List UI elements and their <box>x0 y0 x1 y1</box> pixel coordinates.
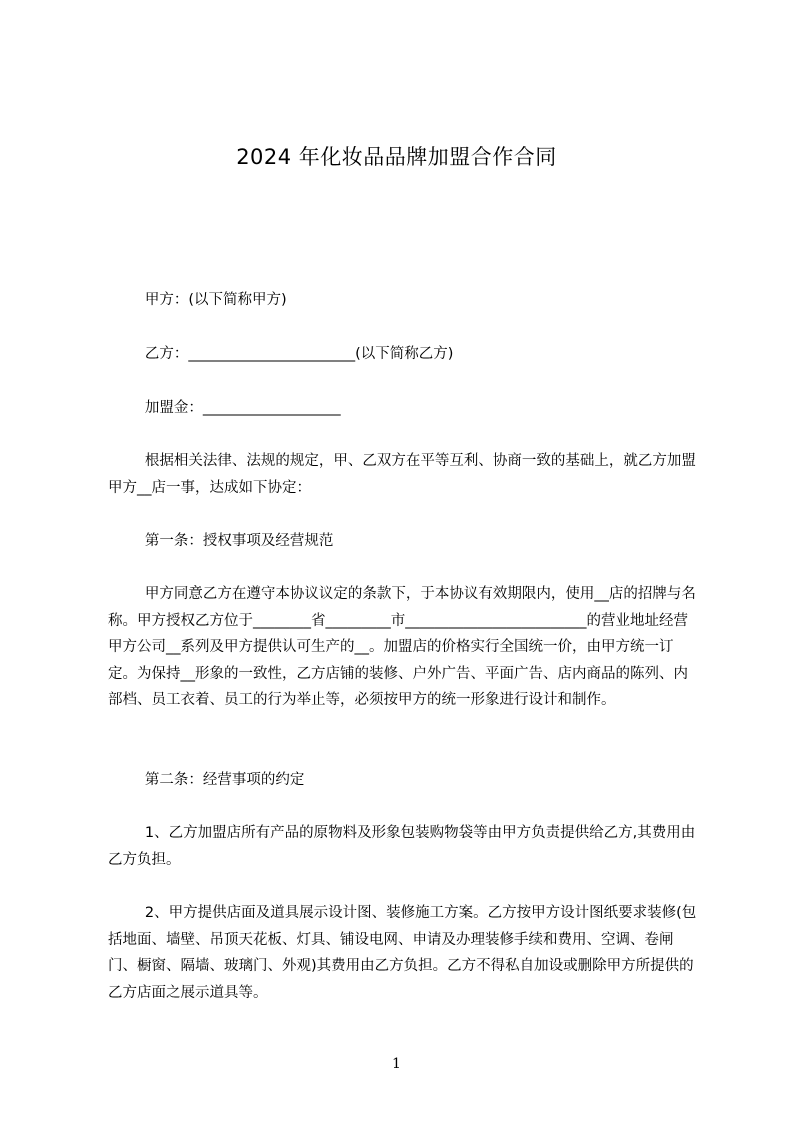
article-2-item-1: 1、乙方加盟店所有产品的原物料及形象包装购物袋等由甲方负责提供给乙方,其费用由乙方负担。 <box>108 825 696 868</box>
franchise-fee-line: 加盟金：___________________ <box>108 400 341 416</box>
party-a-line: 甲方：(以下简称甲方) <box>108 292 287 308</box>
article-2-item-2: 2、甲方提供店面及道具展示设计图、装修施工方案。乙方按甲方设计图纸要求装修(包括地面、墙壁、吊顶天花板、灯具、铺设电网、申请及办理装修手续和费用、空调、卷闸门、橱窗、隔墙、玻璃门、外观)其费用由乙方负担。乙方不得私自加设或删除甲方所提供的乙方店面之展示道具等。 <box>108 905 697 1001</box>
article-1-body: 甲方同意乙方在遵守本协议议定的条款下，于本协议有效期限内，使用__店的招牌与名称。甲方授权乙方位于________省_________市_________________________的营业地址经营甲方公司__系列及甲方提供认可生产的__。加盟店的价格实行全国统一价，由甲方统一订定。为保持__形象的一致性，乙方店铺的装修、户外广告、平面广告、店内商品的陈列、内部档、员工衣着、员工的行为举止等，必须按甲方的统一形象进行设计和制作。 <box>108 586 696 708</box>
document-title: 2024 年化妆品品牌加盟合作合同 <box>236 145 557 169</box>
party-b-line: 乙方：_______________________(以下简称乙方) <box>108 346 454 362</box>
article-2-heading: 第二条：经营事项的约定 <box>108 772 305 788</box>
page-number: 1 <box>392 1056 401 1072</box>
preamble-paragraph: 根据相关法律、法规的规定，甲、乙双方在平等互利、协商一致的基础上，就乙方加盟甲方__店一事，达成如下协定： <box>108 453 696 496</box>
article-1-heading: 第一条：授权事项及经营规范 <box>108 533 334 549</box>
